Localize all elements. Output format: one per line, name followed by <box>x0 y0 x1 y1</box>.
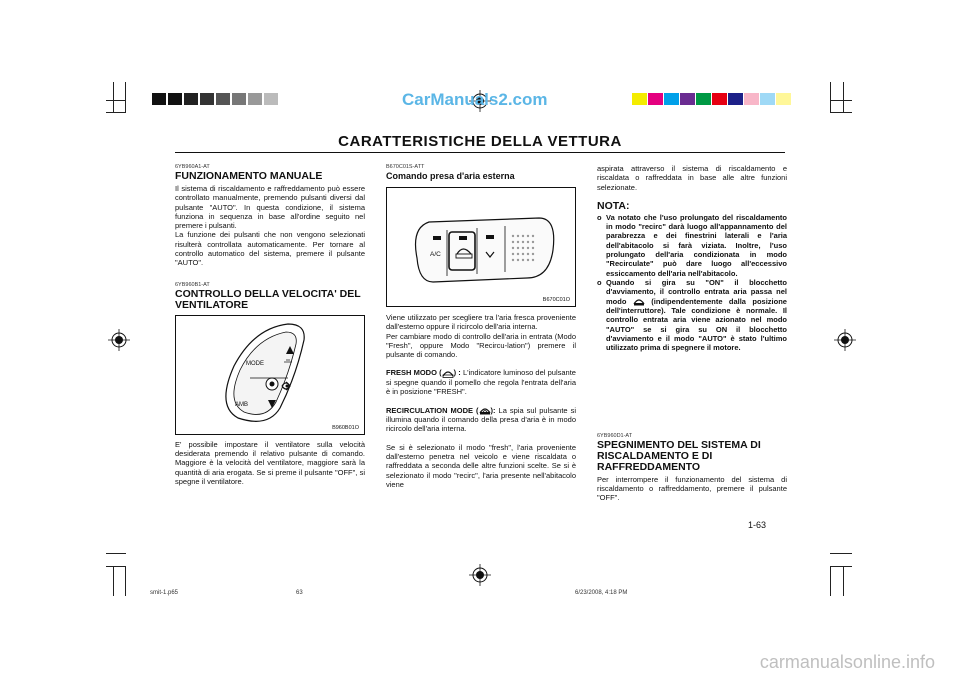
figure-code: B960B01O <box>332 424 359 431</box>
crop-mark <box>830 82 831 112</box>
crop-mark <box>843 566 844 596</box>
section-title: SPEGNIMENTO DEL SISTEMA DI RISCALDAMENTO E DI RAFFREDDAMENTO <box>597 438 761 473</box>
footer-page: 63 <box>296 590 303 596</box>
crop-mark <box>830 566 852 567</box>
crop-mark <box>830 553 852 554</box>
recirc-mode-label: RECIRCULATION MODE ( <box>386 405 479 415</box>
paragraph: Il sistema di riscaldamento e raffreddamento può essere controllato manualmente, premendo pulsanti diversi dal pulsante "AUTO". In questa condizione, il sistema funziona in sequenza in base all'ordine seguito nel premere i pulsanti. <box>175 184 365 231</box>
note-text: Va notato che l'uso prolungato del riscaldamento in modo "recirc" darà luogo all'appannamento del parabrezza e dei finestrini laterali e l'aria dell'abitacolo si farà viziata. Inoltre, l'uso prolungato dell'aria condizionata in modo "Recirculate" può dare luogo all'eccessivo essiccamento dell'aria nell'abitacolo. <box>606 212 787 278</box>
note-bullet: o <box>597 212 602 222</box>
section-title: Comando presa d'aria esterna <box>386 171 515 181</box>
crop-mark <box>106 566 126 567</box>
footer-date: 6/23/2008, 4:18 PM <box>575 590 628 596</box>
ac-label: A/C <box>430 251 441 258</box>
note-text <box>606 278 787 353</box>
crop-mark <box>106 553 126 554</box>
recirculation-icon <box>479 406 491 415</box>
title-rule <box>175 152 785 153</box>
section-code: 6YB960A1-AT <box>175 164 210 170</box>
color-swatch <box>712 93 727 105</box>
recirc-mode-text: La spia sul pulsante si illumina quando il comando della presa d'aria è in modo ricircolo dell'aria interna. <box>386 405 576 434</box>
crop-mark <box>113 566 114 596</box>
registration-target-icon <box>108 329 130 351</box>
site-watermark: CarManuals2.com <box>402 90 548 109</box>
note-bullet: o <box>597 277 602 287</box>
paragraph: La funzione dei pulsanti che non vengono selezionati risulterà controllata automaticamente. Per tornare al controllo automatico del sistema, premere il pulsante "AUTO". <box>175 230 365 268</box>
crop-mark <box>113 82 114 112</box>
paragraph: aspirata attraverso il sistema di riscaldamento e riscaldata o raffreddata in base alle altre funzioni selezionate. <box>597 164 787 192</box>
color-swatch <box>760 93 775 105</box>
amb-label: AMB <box>235 401 249 408</box>
site-watermark-bottom: carmanualsonline.info <box>759 652 935 672</box>
color-swatch <box>664 93 679 105</box>
recirc-mode-paragraph <box>386 406 576 434</box>
note-title: NOTA: <box>597 199 630 212</box>
crop-mark <box>843 82 844 112</box>
fresh-mode-label: FRESH MODO ( <box>386 368 442 378</box>
paragraph: Per cambiare modo di controllo dell'aria in entrata (Modo "Fresh", oppure Modo "Recircu-lation") premere il pulsante di comando. <box>386 331 576 360</box>
column-3 <box>597 164 787 502</box>
column-2 <box>386 164 576 489</box>
section-title: CONTROLLO DELLA VELOCITA' DEL VENTILATORE <box>175 287 361 311</box>
crop-mark <box>106 112 126 113</box>
fresh-mode-text: L'indicatore luminoso del pulsante si spegne quando il pomello che regola l'entrata dell'aria è in posizione "FRESH". <box>386 368 576 397</box>
fan-control-figure <box>175 315 365 435</box>
paragraph: Per interrompere il funzionamento del sistema di riscaldamento o raffreddamento, premere il pulsante "OFF". <box>597 474 787 503</box>
color-swatch <box>728 93 743 105</box>
color-swatch <box>680 93 695 105</box>
note-item <box>597 213 787 278</box>
registration-target-icon <box>834 329 856 351</box>
note-text-start: Quando si gira su "ON" il blocchetto d'avviamento, il controllo entrata aria passa nel modo <box>606 277 787 306</box>
recirculation-icon <box>633 297 645 306</box>
recirc-mode-label-end: ): <box>490 405 496 415</box>
note-text-end: (indipendentemente dalla posizione dell'interruttore). Tale condizione è normale. Il controllo entrata aria viene azionato nel modo "AUTO" se si gira su ON il blocchetto d'avviamento e il modo "AUTO" è stato l'ultimo utilizzato prima di spegnere il motore. <box>606 296 787 353</box>
intake-control-figure <box>386 187 576 307</box>
section-code: B670C01S-ATT <box>386 164 425 170</box>
page-title: CARATTERISTICHE DELLA VETTURA <box>338 133 622 150</box>
crop-mark <box>125 82 126 112</box>
color-swatch <box>744 93 759 105</box>
crop-mark <box>125 566 126 596</box>
registration-target-icon <box>469 564 491 586</box>
fresh-mode-paragraph <box>386 368 576 396</box>
figure-code: B670C01O <box>542 297 570 303</box>
fan-control-illustration <box>176 316 364 434</box>
crop-mark <box>106 100 126 101</box>
section-code: 6YB960B1-AT <box>175 281 210 288</box>
color-swatch <box>776 93 791 105</box>
color-swatch <box>648 93 663 105</box>
crop-mark <box>830 566 831 596</box>
color-swatch <box>696 93 711 105</box>
page-number: 1-63 <box>748 520 767 530</box>
paragraph: E' possibile impostare il ventilatore sulla velocità desiderata premendo il relativo pulsante di comando. Maggiore è la velocità del ventilatore, maggiore sarà la quantità di aria erogata. Se si preme il pulsante "OFF", si spegne il ventilatore. <box>175 439 365 486</box>
footer-file: smit-1.p65 <box>150 590 179 596</box>
crop-mark <box>830 100 852 101</box>
color-swatch <box>632 93 647 105</box>
section-title: FUNZIONAMENTO MANUALE <box>175 170 323 182</box>
paragraph: Viene utilizzato per scegliere tra l'aria fresca proveniente dall'esterno oppure il ricircolo dell'aria interna. <box>386 313 576 332</box>
paragraph: Se si è selezionato il modo "fresh", l'aria proveniente dall'esterno penetra nel veicolo e viene riscaldata o raffreddata a seconda delle altre funzioni scelte. Se si è selezionato il modo "recirc", l'aria presente nell'abitacolo viene <box>386 442 576 489</box>
fresh-mode-label-end: ) : <box>453 368 461 378</box>
mode-label: MODE <box>246 360 264 367</box>
column-1 <box>175 164 365 486</box>
fresh-air-icon <box>442 369 454 378</box>
crop-mark <box>830 112 852 113</box>
section-code: 6YB960D1-AT <box>597 432 633 439</box>
intake-control-illustration <box>387 188 575 306</box>
note-item <box>597 278 787 353</box>
